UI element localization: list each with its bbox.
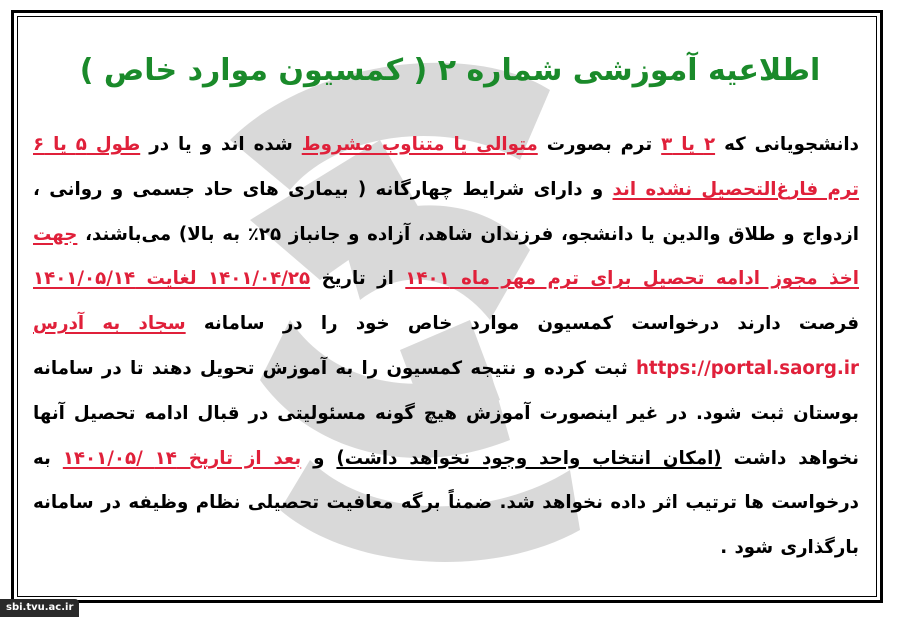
announcement-body	[33, 123, 859, 571]
body-text-segment: ثبت کرده و نتیجه کمسیون را به آموزش تحویل دهند تا در سامانه بوستان ثبت شود. در غیر اینصورت آموزش هیچ گونه مسئولیتی در قبال ادامه تحصیل آنها نخواهد داشت	[33, 357, 859, 469]
sajad-system-label: سجاد به آدرس	[33, 313, 186, 335]
site-url-badge: sbi.tvu.ac.ir	[0, 599, 79, 617]
deadline-date: بعد از تاریخ ۱۴ /۱۴۰۱/۰۵	[62, 447, 302, 469]
request-date-range: ۱۴۰۱/۰۴/۲۵ لغایت ۱۴۰۱/۰۵/۱۴	[33, 268, 311, 290]
body-text-segment: به درخواست ها ترتیب اثر داده نخواهد شد. ضمناً برگه معافیت تحصیلی نظام وظیفه در سامانه بارگذاری شود .	[33, 447, 859, 559]
body-text-segment: فرصت دارند درخواست کمسیون موارد خاص خود را در سامانه	[185, 313, 859, 335]
body-text-segment: دانشجویانی که	[715, 134, 859, 155]
conditional-type: متوالی یا متناوب مشروط	[301, 134, 538, 155]
body-text-segment: ترم بصورت	[537, 134, 662, 155]
conditional-terms-count: ۲ یا ۳	[661, 134, 716, 155]
graduation-delay: طول ۵ یا ۶ ترم فارغ‌التحصیل نشده اند	[33, 134, 859, 200]
permit-purpose: جهت اخذ مجوز ادامه تحصیل برای ترم مهر ماه ۱۴۰۱	[33, 223, 859, 290]
unit-selection-note: (امکان انتخاب واحد وجود نخواهد داشت)	[336, 447, 722, 469]
announcement-title: اطلاعیه آموزشی شماره ۲ ( کمسیون موارد خاص )	[79, 53, 821, 88]
body-text-segment: شده اند و یا در	[140, 134, 302, 155]
body-text-segment: و دارای شرایط چهارگانه ( بیماری های حاد جسمی و روانی ، ازدواج و طلاق والدین یا دانشجو، فرزندان شاهد، آزاده و جانباز ۲۵٪ به بالا) می‌باشند،	[33, 178, 859, 245]
body-text-segment: از تاریخ	[310, 268, 406, 290]
portal-link[interactable]: https://portal.saorg.ir	[635, 357, 859, 379]
body-text-segment: و	[301, 447, 337, 469]
